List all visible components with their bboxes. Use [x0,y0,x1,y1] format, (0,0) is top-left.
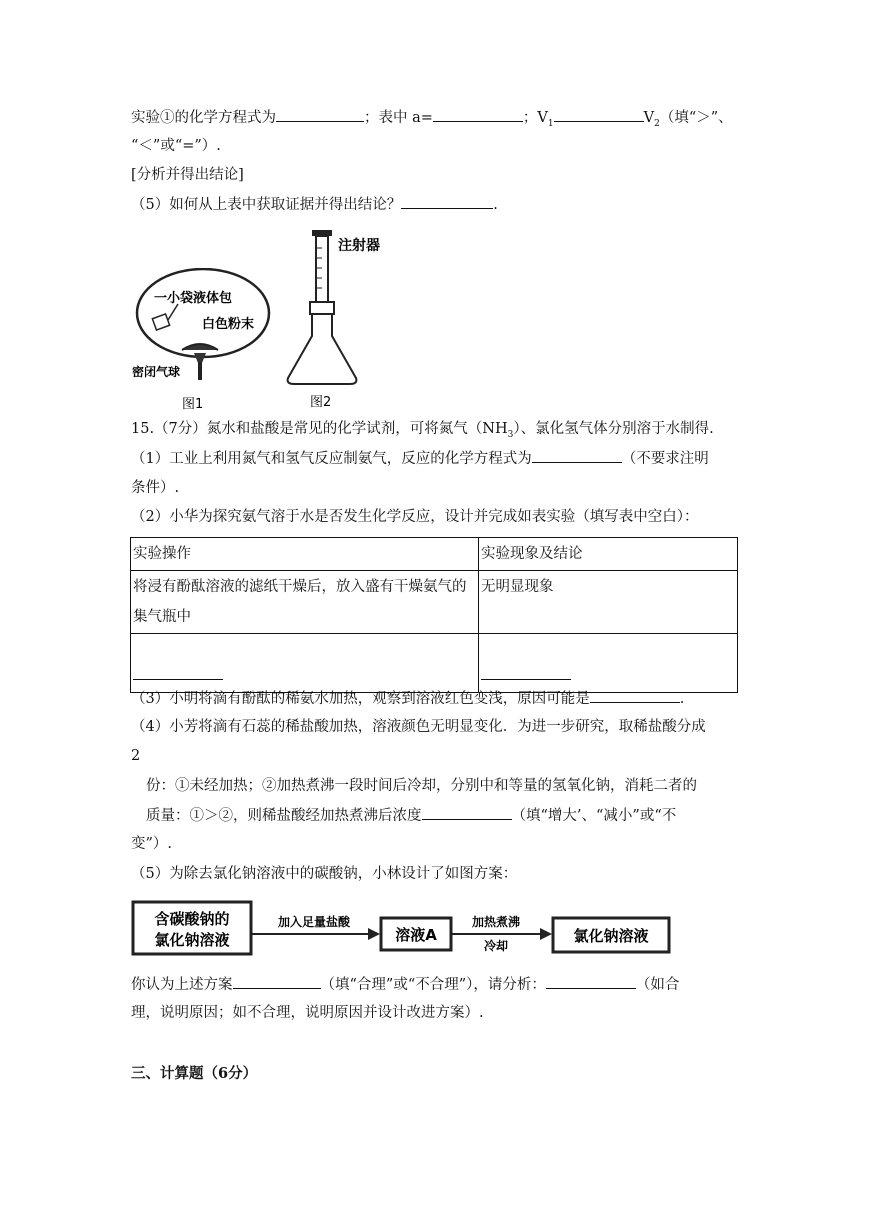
label-white-powder: 白色粉末 [202,317,255,332]
table-row [131,571,738,634]
q15-4-end: 变”）. [131,836,173,852]
text-a-prompt: ；表中 a= [364,110,433,126]
blank-v-compare[interactable] [554,107,644,122]
text-v2: V [643,110,655,126]
subscript-3: 3 [507,429,514,440]
cell-operation-2[interactable] [131,634,479,693]
q15-6-text-c: （如合 [635,977,680,993]
q15-text-a: 15.（7分）氮水和盐酸是常见的化学试剂，可将氮气（NH [131,421,508,437]
q15-4-text-c: 份：①未经加热；②加热煮沸一段时间后冷却，分别中和等量的氢氧化钠，消耗二者的 [146,778,697,794]
question-5-line [131,194,498,215]
period: . [679,691,685,707]
figure-1-balloon [130,268,280,418]
q15-text-b: ）、氯化氢气体分别溶于水制得. [513,421,714,437]
flow-arrow2-top: 加热煮沸 [471,915,521,929]
text-equation-prompt: 实验①的化学方程式为 [131,110,276,126]
blank-equation[interactable] [276,107,364,122]
cell-text-line2: 集气瓶中 [133,609,191,625]
q15-4-line-d [146,805,676,826]
q15-part-2: （2）小华为探究氨气溶于水是否发生化学反应，设计并完成如表实验（填写表中空白）： [131,509,699,525]
q15-part-5: （5）为除去氯化钠溶液中的碳酸钠，小林设计了如图方案： [131,866,518,882]
flow-box1-line2: 氯化钠溶液 [154,931,230,949]
label-syringe: 注射器 [338,238,380,254]
text-v1: ；V [522,110,548,126]
q15-4-text-d: 质量：①＞②，则稀盐酸经加热煮沸后浓度 [146,808,422,824]
analysis-heading: [分析并得出结论] [131,167,244,183]
blank-ammonia-equation[interactable] [532,448,622,463]
question-15-intro [131,419,714,445]
cell-phenomenon-1: 无明显现象 [479,571,738,634]
q15-1-condition: 条件）. [131,480,180,496]
table-row [131,634,738,693]
q15-6-text-a: 你认为上述方案 [131,977,233,993]
equation-line [131,107,733,134]
flow-box3-label: 氯化钠溶液 [573,927,649,945]
flow-arrow2-bottom: 冷却 [483,939,509,953]
q15-part-3 [131,688,684,709]
q15-1-text: （1）工业上利用氮气和氢气反应制氨气，反应的化学方程式为 [131,451,532,467]
q15-part-4: （4）小芳将滴有石蕊的稀盐酸加热，溶液颜色无明显变化．为进一步研究，取稀盐酸分成 [131,719,706,735]
blank-concentration[interactable] [422,805,512,820]
period: . [493,197,498,213]
header-phenomenon: 实验现象及结论 [479,538,738,571]
blank-a[interactable] [433,107,523,122]
cell-text-line1: 将浸有酚酞溶液的滤纸干燥后，放入盛有干燥氨气的 [133,579,467,595]
q15-6-text-d: 理，说明原因；如不合理，说明原因并设计改进方案）. [131,1005,484,1021]
q15-4-hint: （填“增大’、“减小”或“不 [511,808,677,824]
flow-box1-line1: 含碳酸钠的 [154,910,230,928]
label-sealed-balloon: 密闭气球 [132,365,181,379]
blank-conclusion[interactable] [401,194,493,209]
question-5-text: （5）如何从上表中获取证据并得出结论？ [131,197,402,213]
cell-phenomenon-2[interactable] [479,634,738,693]
blank-operation[interactable] [133,665,223,680]
q15-3-text: （3）小明将滴有酚酞的稀氨水加热，观察到溶液红色变浅，原因可能是 [131,691,590,707]
q15-1-hint: （不要求注明 [621,451,709,467]
q15-4-number: 2 [131,748,141,764]
text-fill-hint: （填“＞”、 [659,110,733,126]
label-liquid-bag: 一小袋液体包 [154,291,233,306]
flow-diagram [130,894,675,964]
table-header-row [131,538,738,571]
blank-analysis[interactable] [546,974,636,989]
subscript-1: 1 [547,118,554,129]
blank-phenomenon[interactable] [481,665,571,680]
cell-operation-1 [131,571,479,634]
flow-arrow1-label: 加入足量盐酸 [277,915,351,929]
caption-figure-2: 图2 [310,395,332,410]
figure-2-flask [280,228,400,413]
q15-part-1 [131,448,709,469]
header-operation: 实验操作 [131,538,479,571]
q15-part-6 [131,974,679,995]
flow-box2-label: 溶液A [395,926,437,944]
experiment-table [130,537,738,693]
subscript-2: 2 [654,118,660,129]
section-3-heading: 三、计算题（6分） [131,1065,258,1082]
blank-reason[interactable] [590,688,680,703]
blank-reasonable[interactable] [233,974,321,989]
caption-figure-1: 图1 [182,397,204,412]
compare-options-text: “＜”或“=”）. [131,138,221,154]
q15-6-text-b: （填“合理”或“不合理”），请分析： [320,977,546,993]
